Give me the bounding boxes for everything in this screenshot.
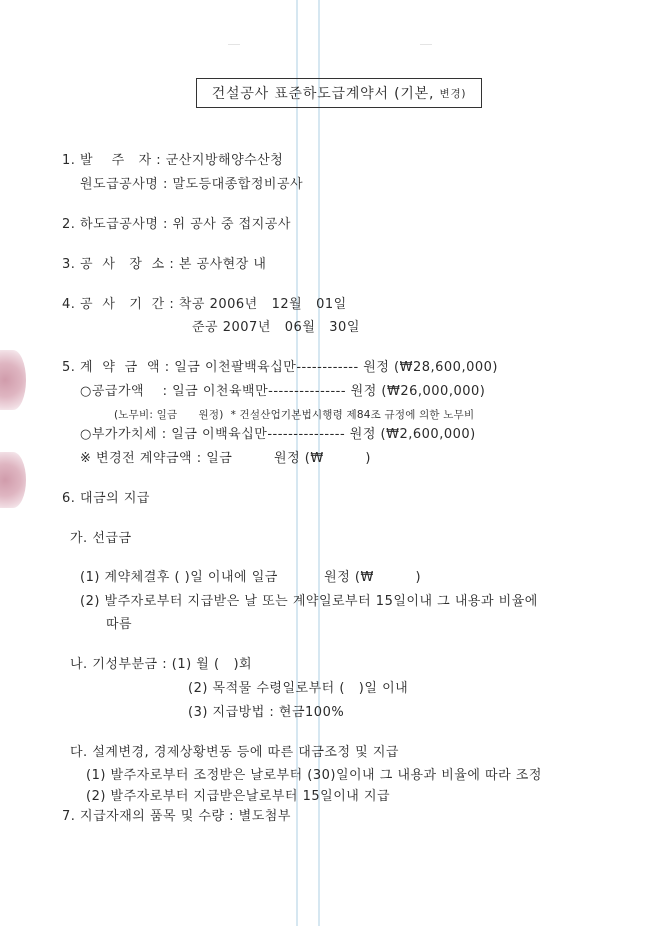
seal-stamp [0,452,26,508]
progress-payment-item-2: (2) 목적물 수령일로부터 ( )일 이내 [188,681,409,696]
advance-item-2: (2) 발주자로부터 지급받은 날 또는 계약일로부터 15일이내 그 내용과 비율에 [80,594,538,609]
advance-heading: 가. 선급금 [70,531,132,546]
period-end-line: 준공 2007년 06월 30일 [192,320,360,335]
adjustment-heading: 다. 설계변경, 경제상황변동 등에 따른 대금조정 및 지급 [70,745,399,760]
supply-amount-line: ○공급가액 : 일금 이천육백만--------------- 원정 (₩26,000,000) [80,384,486,399]
materials-line: 7. 지급자재의 품목 및 수량 : 별도첨부 [62,809,291,824]
adjustment-item-2: (2) 발주자로부터 지급받은날로부터 15일이내 지급 [86,789,391,804]
period-start-line: 4. 공 사 기 간 : 착공 2006년 12월 01일 [62,297,347,312]
document-title: 건설공사 표준하도급계약서 (기본, [211,86,435,102]
document-title-suffix: 변경) [439,87,467,100]
main-project-line: 원도급공사명 : 말도등대종합정비공사 [80,177,304,192]
prior-amount-line: ※ 변경전 계약금액 : 일금 원정 (₩ ) [80,451,371,466]
vat-line: ○부가가치세 : 일금 이백육십만--------------- 원정 (₩2,600,000) [80,427,476,442]
progress-payment-item-3: (3) 지급방법 : 현금100% [188,705,345,720]
adjustment-item-1: (1) 발주자로부터 조정받은 날로부터 (30)일이내 그 내용과 비율에 따라 조정 [86,768,542,783]
contract-amount-line: 5. 계 약 금 액 : 일금 이천팔백육십만------------ 원정 (₩28,600,000) [62,360,498,375]
payment-heading: 6. 대금의 지급 [62,491,150,506]
scan-mark [420,44,432,45]
subcontract-project-line: 2. 하도급공사명 : 위 공사 중 접지공사 [62,217,291,232]
scan-mark [228,44,240,45]
seal-stamp [0,350,26,410]
labor-cost-note: (노무비: 일금 원정) * 건설산업기본법시행령 제84조 규정에 의한 노무비 [114,409,475,421]
document-title-box [196,78,482,108]
client-line: 1. 발 주 자 : 군산지방해양수산청 [62,153,284,168]
advance-item-2-cont: 따름 [106,617,133,632]
advance-item-1: (1) 계약체결후 ( )일 이내에 일금 원정 (₩ ) [80,570,422,585]
site-line: 3. 공 사 장 소 : 본 공사현장 내 [62,257,267,272]
progress-payment-line: 나. 기성부분금 : (1) 월 ( )회 [70,657,253,672]
